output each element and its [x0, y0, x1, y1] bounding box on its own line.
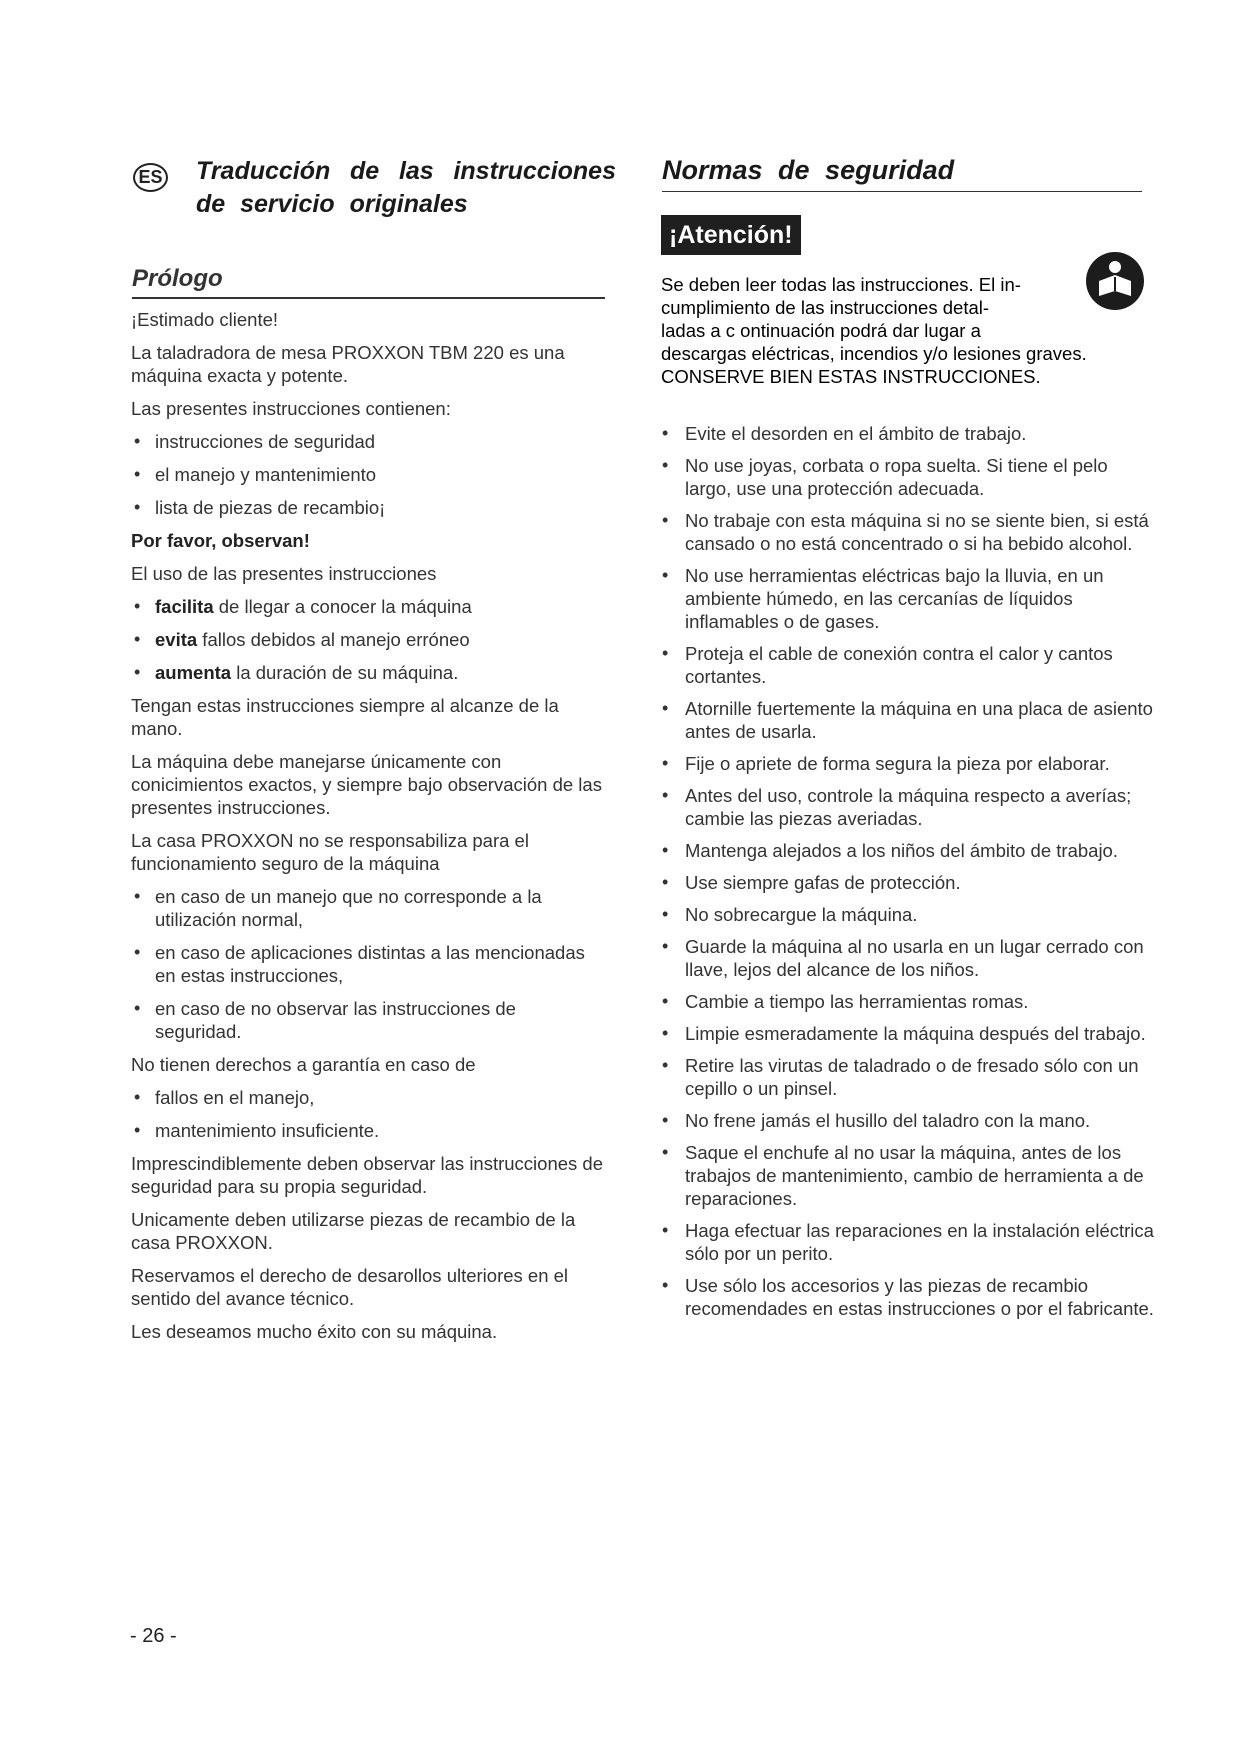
list-item: • Retire las virutas de taladrado o de fresado sólo con un cepillo o un pinsel. [659, 1054, 1159, 1100]
intro-line: descargas eléctricas, incendios y/o lesiones graves. [661, 343, 1087, 364]
list-item: • Guarde la máquina al no usarla en un lugar cerrado con llave, lejos del alcance de los niños. [659, 935, 1159, 981]
list-item: • No use joyas, corbata o ropa suelta. Si tiene el pelo largo, use una protección adecuada. [659, 454, 1159, 500]
safety-paragraph: Imprescindiblemente deben observar las instrucciones de seguridad para su propia seguridad. [131, 1153, 604, 1197]
warranty-paragraph: No tienen derechos a garantía en caso de [131, 1054, 476, 1075]
intro-line: Se deben leer todas las instrucciones. El in- [661, 274, 1021, 295]
handling-paragraph: La máquina debe manejarse únicamente con conicimientos exactos, y siempre bajo observación de las presentes instrucciones. [131, 751, 602, 818]
prologo-body [131, 308, 606, 1353]
greeting: ¡Estimado cliente! [131, 309, 279, 330]
safety-rules-list [659, 422, 1159, 1329]
list-item: • No frene jamás el husillo del taladro con la mano. [659, 1109, 1159, 1132]
read-manual-icon [1085, 251, 1145, 311]
uses-list [131, 595, 606, 684]
attention-label: ¡Atención! [661, 215, 801, 255]
list-item: • Mantenga alejados a los niños del ámbito de trabajo. [659, 839, 1159, 862]
list-item: • Use siempre gafas de protección. [659, 871, 1159, 894]
list-item: • Fije o apriete de forma segura la pieza por elaborar. [659, 752, 1159, 775]
list-item: • instrucciones de seguridad [131, 430, 606, 453]
list-item: • el manejo y mantenimiento [131, 463, 606, 486]
spare-parts-paragraph: Unicamente deben utilizarse piezas de recambio de la casa PROXXON. [131, 1209, 576, 1253]
list-item: • Cambie a tiempo las herramientas romas. [659, 990, 1159, 1013]
list-item: • Limpie esmeradamente la máquina después del trabajo. [659, 1022, 1159, 1045]
observe-heading: Por favor, observan! [131, 530, 310, 551]
list-item: • Saque el enchufe al no usar la máquina, antes de los trabajos de mantenimiento, cambio de herramienta a de reparaciones. [659, 1141, 1159, 1210]
list-item: • fallos en el manejo, [131, 1086, 606, 1109]
liability-paragraph: La casa PROXXON no se responsabiliza para el funcionamiento seguro de la máquina [131, 830, 529, 874]
use-keyword: aumenta [155, 662, 232, 683]
list-item: • Evite el desorden en el ámbito de trabajo. [659, 422, 1159, 445]
list-item [131, 628, 606, 651]
list-item: • Haga efectuar las reparaciones en la instalación eléctrica sólo por un perito. [659, 1219, 1159, 1265]
use-text: fallos debidos al manejo erróneo [197, 629, 470, 650]
list-item [131, 661, 606, 684]
intro-line: ladas a c ontinuación podrá dar lugar a [661, 320, 981, 341]
intro-paragraph: La taladradora de mesa PROXXON TBM 220 es una máquina exacta y potente. [131, 342, 565, 386]
list-item [131, 595, 606, 618]
use-keyword: evita [155, 629, 198, 650]
list-item: • No trabaje con esta máquina si no se siente bien, si está cansado o no está concentrado o si ha bebido alcohol. [659, 509, 1159, 555]
uses-paragraph: El uso de las presentes instrucciones [131, 563, 437, 584]
contents-paragraph: Las presentes instrucciones contienen: [131, 398, 451, 419]
list-item: • Use sólo los accesorios y las piezas de recambio recomendades en estas instrucciones o por el fabricante. [659, 1274, 1159, 1320]
development-paragraph: Reservamos el derecho de desarollos ulteriores en el sentido del avance técnico. [131, 1265, 569, 1309]
list-item: • lista de piezas de recambio¡ [131, 496, 606, 519]
language-badge: ES [133, 163, 168, 192]
page-number: - 26 - [130, 1625, 177, 1647]
intro-line: cumplimiento de las instrucciones detal- [661, 297, 990, 318]
list-item: • Antes del uso, controle la máquina respecto a averías; cambie las piezas averiadas. [659, 784, 1159, 830]
list-item: • en caso de un manejo que no corresponde a la utilización normal, [131, 885, 606, 931]
use-text: de llegar a conocer la máquina [213, 596, 472, 617]
list-item: • Proteja el cable de conexión contra el calor y cantos cortantes. [659, 642, 1159, 688]
list-item: • No use herramientas eléctricas bajo la lluvia, en un ambiente húmedo, en las cercanías de líquidos inflamables o de gases. [659, 564, 1159, 633]
contents-list [131, 430, 606, 519]
use-keyword: facilita [155, 596, 214, 617]
document-title: Traducción de las instrucciones de servicio originales [196, 157, 616, 218]
list-item: • en caso de aplicaciones distintas a las mencionadas en estas instrucciones, [131, 941, 606, 987]
use-text: la duración de su máquina. [231, 662, 459, 683]
list-item: • en caso de no observar las instrucciones de seguridad. [131, 997, 606, 1043]
warranty-list [131, 1086, 606, 1142]
safety-rules-heading: Normas de seguridad [662, 155, 1142, 192]
list-item: • Atornille fuertemente la máquina en una placa de asiento antes de usarla. [659, 697, 1159, 743]
list-item: • No sobrecargue la máquina. [659, 903, 1159, 926]
liability-list [131, 885, 606, 1043]
closing-paragraph: Les deseamos mucho éxito con su máquina. [131, 1321, 498, 1342]
prologo-heading: Prólogo [132, 265, 605, 299]
list-item: • mantenimiento insuficiente. [131, 1119, 606, 1142]
keep-paragraph: Tengan estas instrucciones siempre al alcanze de la mano. [131, 695, 559, 739]
intro-line: CONSERVE BIEN ESTAS INSTRUCCIONES. [661, 366, 1041, 387]
